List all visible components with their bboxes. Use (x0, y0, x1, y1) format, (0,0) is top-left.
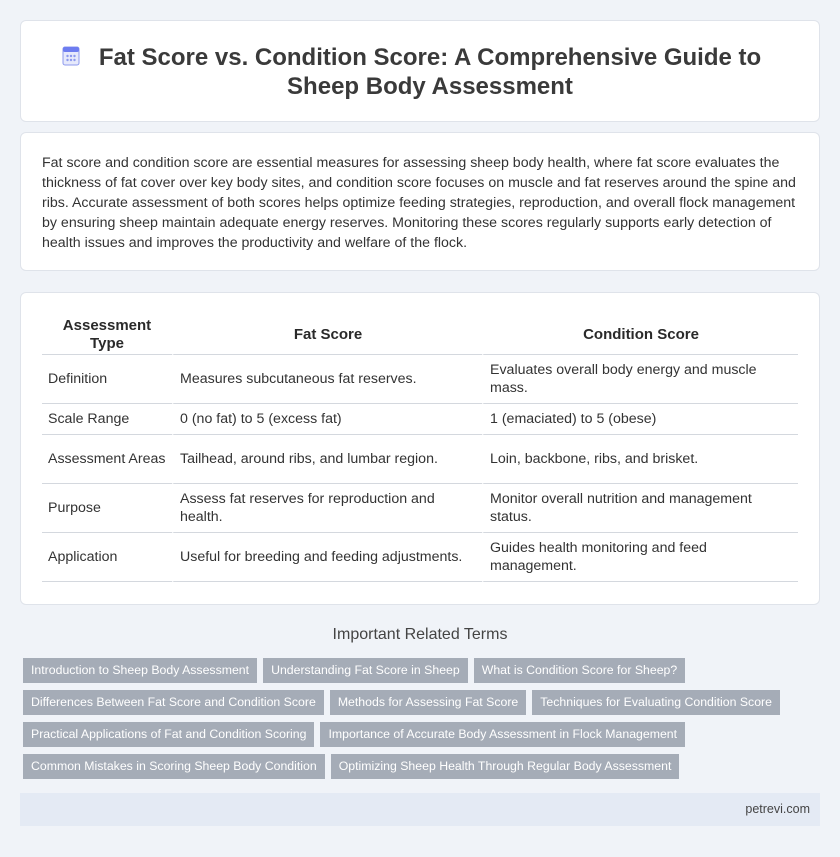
table-row (42, 355, 798, 404)
related-term-tag[interactable]: Introduction to Sheep Body Assessment (23, 658, 257, 683)
row-label: Purpose (42, 484, 172, 533)
footer-site-link[interactable]: petrevi.com (745, 802, 810, 816)
header-card (20, 20, 820, 122)
footer (20, 793, 820, 826)
table-row (42, 484, 798, 533)
related-terms-heading: Important Related Terms (332, 626, 508, 643)
related-term-tag[interactable]: Importance of Accurate Body Assessment in Flock Management (320, 722, 685, 747)
comparison-table (42, 315, 798, 582)
related-term-tag[interactable]: Understanding Fat Score in Sheep (263, 658, 468, 683)
table-row (42, 404, 798, 435)
header-assessment-type: Assessment Type (42, 315, 172, 355)
condition-score-cell: Evaluates overall body energy and muscle mass. (482, 355, 798, 404)
page-title: Fat Score vs. Condition Score: A Comprehensive Guide to Sheep Body Assessment (98, 44, 762, 100)
related-term-tag[interactable]: What is Condition Score for Sheep? (474, 658, 686, 683)
comparison-table-card (20, 292, 820, 605)
condition-score-cell: Loin, backbone, ribs, and brisket. (482, 435, 798, 484)
tag-row (23, 658, 803, 690)
related-term-tag[interactable]: Common Mistakes in Scoring Sheep Body Condition (23, 754, 325, 779)
row-label: Scale Range (42, 404, 172, 435)
table-header-row (42, 315, 798, 355)
related-term-tag[interactable]: Techniques for Evaluating Condition Score (532, 690, 780, 715)
tag-row (23, 690, 803, 722)
related-term-tag[interactable]: Practical Applications of Fat and Condition Scoring (23, 722, 314, 747)
related-term-tag[interactable]: Differences Between Fat Score and Condition Score (23, 690, 324, 715)
tag-row (23, 754, 803, 786)
fat-score-cell: Measures subcutaneous fat reserves. (172, 355, 482, 404)
intro-card (20, 132, 820, 271)
fat-score-cell: 0 (no fat) to 5 (excess fat) (172, 404, 482, 435)
row-label: Assessment Areas (42, 435, 172, 484)
related-term-tag[interactable]: Methods for Assessing Fat Score (330, 690, 526, 715)
fat-score-cell: Tailhead, around ribs, and lumbar region. (172, 435, 482, 484)
intro-paragraph: Fat score and condition score are essential measures for assessing sheep body health, where fat score evaluates the thickness of fat cover over key body sites, and condition score focuses on muscle and fat reserves around the spine and ribs. Accurate assessment of both scores helps optimize feeding strategies, reproduction, and overall flock management by ensuring sheep maintain adequate energy reserves. Monitoring these scores regularly supports early detection of health issues and improves the productivity and welfare of the flock. (42, 155, 796, 251)
fat-score-cell: Assess fat reserves for reproduction and health. (172, 484, 482, 533)
header-condition-score: Condition Score (482, 315, 798, 355)
header-fat-score: Fat Score (172, 315, 482, 355)
tag-row (23, 722, 803, 754)
condition-score-cell: Guides health monitoring and feed management. (482, 533, 798, 582)
condition-score-cell: Monitor overall nutrition and management status. (482, 484, 798, 533)
condition-score-cell: 1 (emaciated) to 5 (obese) (482, 404, 798, 435)
row-label: Definition (42, 355, 172, 404)
fat-score-cell: Useful for breeding and feeding adjustments. (172, 533, 482, 582)
table-row (42, 435, 798, 484)
table-row (42, 533, 798, 582)
related-terms-list (23, 658, 803, 786)
row-label: Application (42, 533, 172, 582)
related-term-tag[interactable]: Optimizing Sheep Health Through Regular Body Assessment (331, 754, 680, 779)
